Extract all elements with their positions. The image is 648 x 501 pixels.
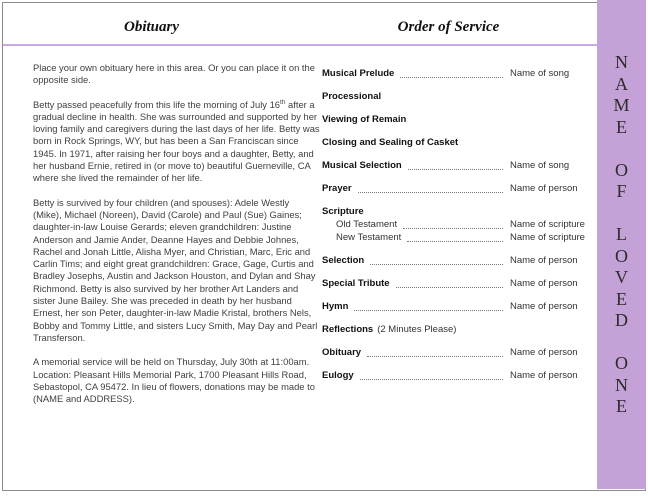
page-header — [3, 19, 597, 36]
order-item-label: Musical Prelude — [322, 68, 395, 79]
order-item — [322, 346, 596, 359]
order-item-label: Eulogy — [322, 370, 354, 381]
order-item — [322, 67, 596, 80]
dotted-leader — [360, 379, 503, 380]
order-item-value: Name of scripture — [510, 232, 585, 243]
header-divider-rule — [3, 44, 597, 46]
order-item-label: Reflections — [322, 324, 374, 335]
sidebar-letter: F — [616, 181, 627, 201]
order-item-value: Name of song — [510, 68, 570, 79]
order-item — [322, 369, 596, 382]
order-item — [322, 277, 596, 290]
dotted-leader — [407, 241, 503, 242]
order-item-value: Name of song — [510, 160, 570, 171]
order-item-label: Viewing of Remain — [322, 114, 407, 125]
order-item-label: Obituary — [322, 347, 362, 358]
order-item-label: New Testament — [336, 232, 402, 243]
dotted-leader — [367, 356, 503, 357]
order-item-value: Name of scripture — [510, 219, 585, 230]
order-item — [322, 323, 596, 336]
sidebar-letter: N — [615, 374, 628, 395]
order-item-note: (2 Minutes Please) — [377, 324, 457, 335]
dotted-leader — [400, 77, 503, 78]
obituary-paragraph-life — [33, 99, 320, 185]
order-item — [322, 113, 596, 126]
order-item-label: Closing and Sealing of Casket — [322, 137, 459, 148]
order-item-label: Processional — [322, 91, 382, 102]
sidebar-letter: N — [615, 52, 628, 72]
sidebar-letter-gap — [619, 203, 624, 225]
ordinal-superscript: th — [280, 98, 286, 106]
order-item-label: Musical Selection — [322, 160, 402, 171]
obituary-paragraph-text: Betty passed peacefully from this life the morning of July 16 — [33, 98, 281, 110]
sidebar-letter: E — [616, 396, 627, 416]
order-item-label: Old Testament — [336, 219, 398, 230]
order-item-value: Name of person — [510, 183, 578, 194]
order-item-sub — [322, 231, 596, 244]
sidebar-letter: O — [615, 245, 628, 266]
obituary-paragraph-text: after a gradual decline in health. She was surrounded and supported by her loving family and caregivers during the last days of her life. Betty was born in Rock Springs, WY, but has been a San Franciscan since 1945. In 1971, after raising her four boys and a daughter, Betty, and her husband Ernie, retired in (or move to) beautiful Guerneville, CA where she lived the remainder of her life. — [33, 98, 320, 184]
sidebar-letter-gap — [619, 332, 624, 354]
sidebar-letter: O — [615, 353, 628, 373]
sidebar-letter: E — [616, 288, 627, 309]
order-of-service-list — [322, 67, 596, 392]
dotted-leader — [354, 310, 503, 311]
obituary-text-block — [33, 62, 320, 417]
order-item-value: Name of person — [510, 255, 578, 266]
dotted-leader — [396, 287, 503, 288]
order-item-label: Hymn — [322, 301, 349, 312]
order-item-value: Name of person — [510, 301, 578, 312]
obituary-paragraph-service-info: A memorial service will be held on Thursday, July 30th at 11:00am. Location: Pleasant Hills Memorial Park, 1700 Pleasant Hills Road, Sebastopol, CA 95472. In lieu of flowers, donations may be made to (NAME and ADDRESS). — [33, 356, 315, 405]
order-item-sub — [322, 218, 596, 231]
order-item-label: Selection — [322, 255, 365, 266]
order-item — [322, 205, 596, 218]
name-of-loved-one-sidebar — [597, 0, 646, 489]
obituary-paragraph-placeholder: Place your own obituary here in this area. Or you can place it on the opposite side. — [33, 62, 315, 86]
dotted-leader — [370, 264, 503, 265]
order-item — [322, 254, 596, 267]
order-item — [322, 90, 596, 103]
order-item-value: Name of person — [510, 347, 578, 358]
order-item-label: Scripture — [322, 206, 364, 217]
sidebar-letter: D — [615, 310, 628, 330]
sidebar-letter: L — [616, 224, 627, 244]
sidebar-letter: V — [615, 267, 628, 287]
order-item — [322, 300, 596, 313]
obituary-section-title: Obituary — [123, 19, 179, 35]
dotted-leader — [403, 228, 503, 229]
order-item-label: Prayer — [322, 183, 352, 194]
order-item-label: Special Tribute — [322, 278, 390, 289]
sidebar-letter-gap — [619, 138, 624, 160]
dotted-leader — [358, 192, 503, 193]
dotted-leader — [408, 169, 503, 170]
obituary-paragraph-survivors: Betty is survived by four children (and spouses): Adele Westly (Mike), Michael (Noreen), David (Carole) and Paul (Sue) Gaines; daughter-in-law Louise Gerards; eleven grandchildren: Justine Anderson and Jamie Ander, Deanne Hayes and Debbie Johnes, Rachel and Jonah Little, Alisha Myer, and Christian, Marc, Eric and Carlin Tims; and eight great grandchildren: Grace, Gage, Curtis and Bradley Josephs, Austin and Jackson Houston, and Dylan and Shay Richmond. Betty is also survived by her brother Art Landers and sister June Bailey. She was preceded in death by her husband Ernest, her son Peter, daughter-in-law Madie Kristal, brothers Nels, Bobby and Tommy Little, and sisters Lucy Smith, May Day and Pearl Transferson. — [33, 196, 318, 343]
order-item — [322, 159, 596, 172]
sidebar-letter: M — [613, 95, 630, 115]
order-item — [322, 136, 596, 149]
order-item — [322, 182, 596, 195]
sidebar-letter: O — [615, 159, 628, 180]
order-of-service-section-title: Order of Service — [397, 19, 500, 35]
order-item-value: Name of person — [510, 370, 578, 381]
sidebar-letter: A — [615, 73, 628, 94]
sidebar-letter: E — [616, 116, 627, 137]
order-item-value: Name of person — [510, 278, 578, 289]
